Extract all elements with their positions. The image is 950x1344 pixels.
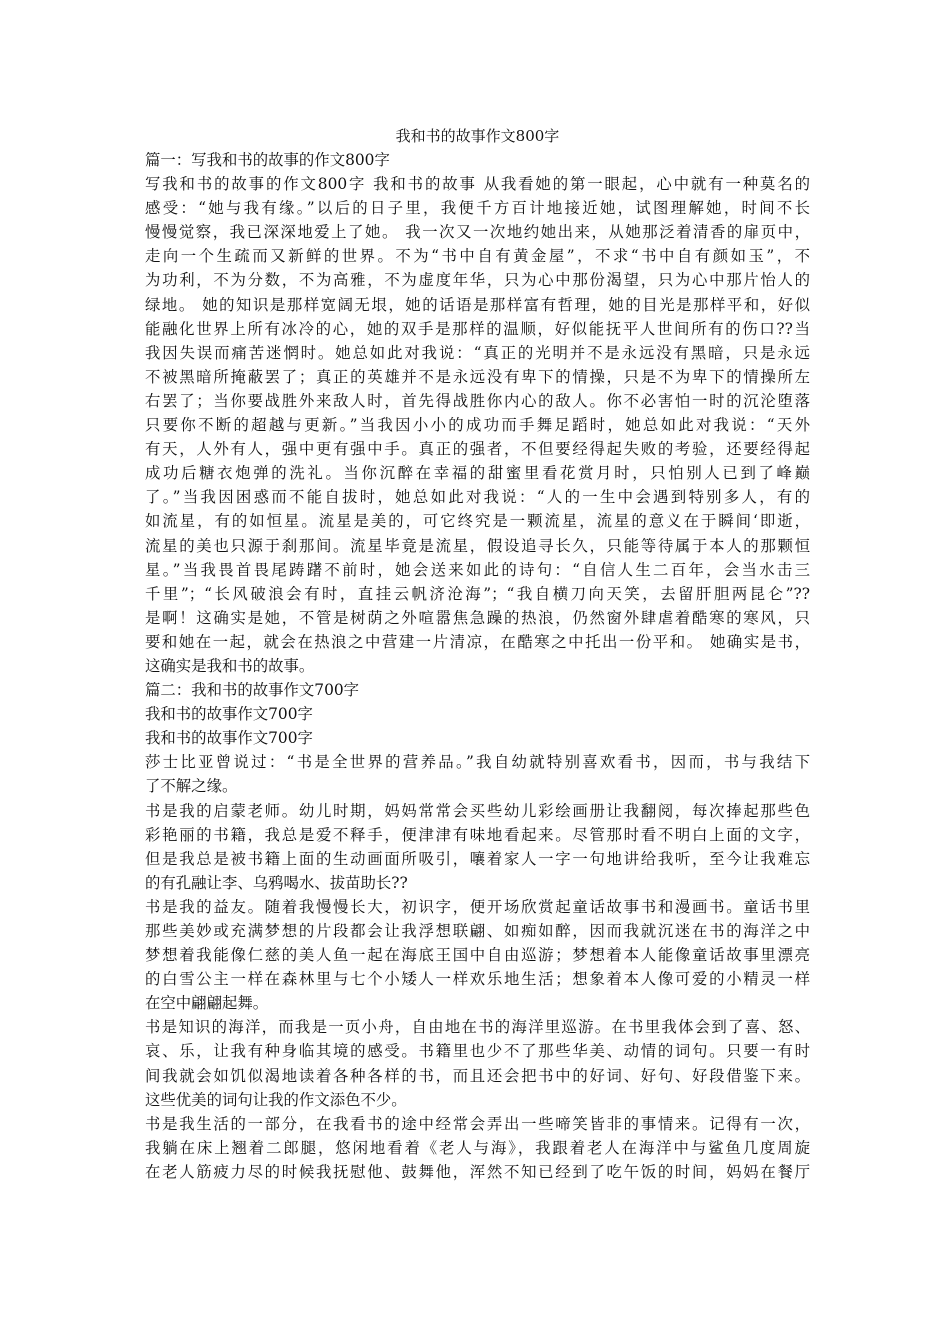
text-line: 在空中翩翩起舞。 — [145, 994, 269, 1013]
text-line: 彩艳丽的书籍，我总是爱不释手，便津津有味地看起来。尽管那时看不明白上面的文字， — [145, 825, 810, 844]
text-line: 绿地。 她的知识是那样宽阔无垠，她的话语是那样富有哲理，她的目光是那样平和，好似 — [145, 295, 810, 314]
text-line: 感受：“她与我有缘。”以后的日子里，我便千方百计地接近她，试图理解她，时间不长 — [145, 199, 810, 218]
text-line: 的白雪公主一样在森林里与七个小矮人一样欢乐地生活；想象着本人像可爱的小精灵一样 — [145, 970, 810, 989]
text-line: 莎士比亚曾说过：“书是全世界的营养品。”我自幼就特别喜欢看书，因而，书与我结下 — [145, 753, 810, 772]
text-line: 为功利，不为分数，不为高雅，不为虚度年华，只为心中那份渴望，只为心中那片怡人的 — [145, 271, 810, 290]
text-line: 这确实是我和书的故事。 — [145, 656, 315, 675]
text-line: 书是知识的海洋，而我是一页小舟，自由地在书的海洋里巡游。在书里我体会到了喜、怒、 — [145, 1018, 810, 1037]
text-line: 要和她在一起，就会在热浪之中营建一片清凉，在酷寒之中托出一份平和。 她确实是书， — [145, 632, 810, 651]
text-line: 我和书的故事作文700字 — [145, 705, 313, 724]
text-line: 了不解之缘。 — [145, 777, 238, 796]
text-line: 能融化世界上所有冰冷的心，她的双手是那样的温顺，好似能抚平人世间所有的伤口??当 — [145, 319, 810, 338]
text-line: 书是我的启蒙老师。幼儿时期，妈妈常常会买些幼儿彩绘画册让我翻阅，每次捧起那些色 — [145, 801, 810, 820]
text-line: 写我和书的故事的作文800字 我和书的故事 从我看她的第一眼起，心中就有一种莫名的 — [145, 175, 810, 194]
text-line: 了。”当我因困惑而不能自拔时，她总如此对我说：“人的一生中会遇到特别多人，有的 — [145, 488, 810, 507]
text-line: 右罢了；当你要战胜外来敌人时，首先得战胜你内心的敌人。你不必害怕一时的沉沦堕落 — [145, 391, 810, 410]
text-line: 成功后糖衣炮弹的洗礼。当你沉醉在幸福的甜蜜里看花赏月时，只怕别人已到了峰巅 — [145, 464, 810, 483]
text-line: 但是我总是被书籍上面的生动画面所吸引，嚷着家人一字一句地讲给我听，至今让我难忘 — [145, 849, 810, 868]
text-line: 那些美妙或充满梦想的片段都会让我浮想联翩、如痴如醉，因而我就沉迷在书的海洋之中 — [145, 922, 810, 940]
text-line: 在老人筋疲力尽的时候我抚慰他、鼓舞他，浑然不知已经到了吃午饭的时间，妈妈在餐厅 — [145, 1162, 810, 1181]
text-line: 如流星，有的如恒星。流星是美的，可它终究是一颗流星，流星的意义在于瞬间‘即逝， — [145, 512, 810, 531]
text-line: 书是我的益友。随着我慢慢长大，初识字，便开场欣赏起童话故事书和漫画书。童话书里 — [145, 897, 810, 916]
document-body — [145, 148, 810, 1184]
text-line: 书是我生活的一部分，在我看书的途中经常会弄出一些啼笑皆非的事情来。记得有一次， — [145, 1114, 810, 1133]
text-line: 梦想着我能像仁慈的美人鱼一起在海底王国中自由巡游；梦想着本人能像童话故事里漂亮 — [145, 946, 810, 965]
text-line: 慢慢觉察，我已深深地爱上了她。 我一次又一次地约她出来，从她那泛着清香的扉页中， — [145, 223, 810, 242]
text-line: 间我就会如饥似渴地读着各种各样的书，而且还会把书中的好词、好句、好段借鉴下来。 — [145, 1066, 810, 1085]
text-line: 星。”当我畏首畏尾踌躇不前时，她会送来如此的诗句：“自信人生二百年，会当水击三 — [145, 560, 810, 579]
text-line: 千里”；“长风破浪会有时，直挂云帆济沧海”；“我自横刀向天笑，去留肝胆两昆仑”?? — [145, 584, 810, 603]
text-line: 篇一：写我和书的故事的作文800字 — [145, 151, 390, 169]
text-line: 的有孔融让李、乌鸦喝水、拔苗助长?? — [145, 873, 408, 892]
text-line: 流星的美也只源于刹那间。流星毕竟是流星，假设追寻长久，只能等待属于本人的那颗恒 — [145, 536, 810, 555]
document-page — [145, 124, 810, 1184]
text-line: 我因失误而痛苦迷惘时。她总如此对我说：“真正的光明并不是永远没有黑暗，只是永远 — [145, 343, 810, 362]
text-line: 不被黑暗所掩蔽罢了；真正的英雄并不是永远没有卑下的情操，只是不为卑下的情操所左 — [145, 367, 810, 386]
text-line: 走向一个生疏而又新鲜的世界。不为“书中自有黄金屋”，不求“书中自有颜如玉”，不 — [145, 247, 810, 266]
text-line: 是啊！这确实是她，不管是树荫之外喧嚣焦急躁的热浪，仍然窗外肆虐着酷寒的寒风，只 — [145, 608, 810, 627]
text-line: 只要你不断的超越与更新。”当我因小小的成功而手舞足蹈时，她总如此对我说：“天外 — [145, 416, 810, 435]
text-line: 这些优美的词句让我的作文添色不少。 — [145, 1090, 407, 1109]
document-title: 我和书的故事作文800字 — [395, 127, 560, 145]
text-line: 哀、乐，让我有种身临其境的感受。书籍里也少不了那些华美、动情的词句。只要一有时 — [145, 1042, 810, 1061]
text-line: 有天，人外有人，强中更有强中手。真正的强者，不但要经得起失败的考验，还要经得起 — [145, 440, 810, 459]
text-line: 我躺在床上翘着二郎腿，悠闲地看着《老人与海》，我跟着老人在海洋中与鲨鱼几度周旋 — [145, 1138, 810, 1157]
text-line: 篇二：我和书的故事作文700字 — [145, 681, 360, 700]
text-line: 我和书的故事作文700字 — [145, 729, 313, 748]
